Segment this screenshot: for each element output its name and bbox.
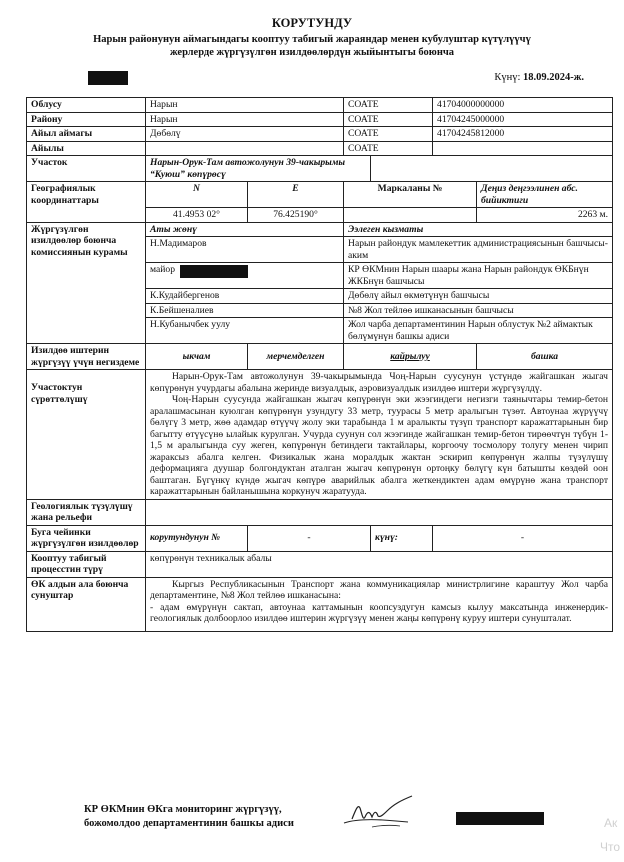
- code-value: 41704000000000: [433, 98, 613, 113]
- conclusion-number-label: корутундунун №: [146, 525, 248, 551]
- member-name: К.Кудайбергенов: [146, 289, 344, 304]
- process-row: [27, 551, 613, 577]
- recommendation-row: [27, 577, 613, 631]
- member-position: КР ӨКМнин Нарын шаары жана Нарын райондук ӨКБнүн ЖКБнүн башчысы: [344, 263, 613, 289]
- coord-n-head: N: [146, 182, 248, 208]
- basis-option-appeal: кайрылуу: [344, 344, 477, 370]
- member-name-head: Аты жөнү: [146, 222, 344, 237]
- date-label: Күнү:: [494, 72, 521, 83]
- description-paragraph: Нарын-Орук-Там автожолунун 39-чакырымында Чоң-Нарын суусунун үстүндө жайгашкан жыгач көпүрөнүн учурдагы абалына жеринде визуалдык, аэровизуалдык изилдөө иштери жүргүзүлдү.: [150, 371, 609, 394]
- prior-day-value: -: [433, 525, 613, 551]
- description-row: [27, 370, 613, 500]
- altitude-value: 2263 м.: [477, 208, 613, 223]
- report-table: [26, 97, 613, 632]
- date-value: 18.09.2024-ж.: [523, 72, 584, 83]
- member-position: Жол чарба департаментинин Нарын облустук №2 аймактык бөлүмүнүн башкы адиси: [344, 318, 613, 344]
- redacted-member-name: [180, 265, 248, 278]
- prior-research-row: [27, 525, 613, 551]
- signatory-line-1: КР ӨКМнин ӨКга мониторинг жүргүзүү,: [84, 804, 282, 815]
- location-row: [27, 127, 613, 142]
- member-name-cell: [146, 263, 344, 289]
- mark-head: Маркаланы №: [344, 182, 477, 208]
- member-name: Н.Мадимаров: [146, 237, 344, 263]
- location-value: Нарын: [146, 112, 344, 127]
- code-label: СОАТЕ: [344, 127, 433, 142]
- location-value: [146, 141, 344, 156]
- prior-label: Буга чейинки жүргүзүлгөн изилдөөлөр: [27, 525, 146, 551]
- section-label: Участок: [27, 156, 146, 182]
- location-row: [27, 112, 613, 127]
- process-value: көпүрөнүн техникалык абалы: [146, 551, 613, 577]
- prior-day-label: күнү:: [371, 525, 433, 551]
- basis-option-scheduled: мерчемделген: [248, 344, 344, 370]
- coord-e-value: 76.425190°: [248, 208, 344, 223]
- member-position: №8 Жол тейлөө ишканасынын башчысы: [344, 303, 613, 318]
- recommend-label: ӨК алдын ала боюнча сунуштар: [27, 577, 146, 631]
- code-label: СОАТЕ: [344, 112, 433, 127]
- coords-header-row: [27, 182, 613, 208]
- recommend-intro: Кыргыз Республикасынын Транспорт жана коммуникациялар министрлигине караштуу Жол чарба департаментине, №8 Жол тейлөө ишканасына:: [150, 578, 609, 601]
- geology-row: [27, 499, 613, 525]
- commission-header-row: [27, 222, 613, 237]
- location-row: [27, 141, 613, 156]
- document-date: [494, 72, 584, 83]
- section-row: [27, 156, 613, 182]
- location-label: Айыл аймагы: [27, 127, 146, 142]
- basis-row: [27, 344, 613, 370]
- subtitle-line-1: Нарын районунун аймагындагы кооптуу табигый жараяндар менен кубулуштар күтүлүүчү: [93, 34, 531, 45]
- signatory-title: [84, 803, 294, 831]
- mark-value: [344, 208, 477, 223]
- basis-option-urgent: ыкчам: [146, 344, 248, 370]
- location-value: Нарын: [146, 98, 344, 113]
- conclusion-number-value: -: [248, 525, 371, 551]
- process-label: Кооптуу табигый процесстин түрү: [27, 551, 146, 577]
- description-label: Участоктун сүрөттөлүшү: [27, 370, 146, 500]
- geology-value: [146, 499, 613, 525]
- code-value: 41704245000000: [433, 112, 613, 127]
- location-label: Айылы: [27, 141, 146, 156]
- code-value: 41704245812000: [433, 127, 613, 142]
- member-name: К.Бейшеналиев: [146, 303, 344, 318]
- altitude-head: Деңиз деңгээлинен абс. бийиктиги: [477, 182, 613, 208]
- location-label: Облусу: [27, 98, 146, 113]
- recommend-text: [146, 577, 613, 631]
- description-text: [146, 370, 613, 500]
- recommend-item: - адам өмүрүнүн сактап, автоунаа каттамынын коопсуздугун камсыз кылуу максатында инженердик-геологиялык долбоорлоо изилдөө иштерин жүргүзүү менен жаңы көпүрөнү куруу иштери сунушталат.: [150, 601, 609, 624]
- member-position: Нарын райондук мамлекеттик администрациясынын башчысы-аким: [344, 237, 613, 263]
- location-value: Дөбөлү: [146, 127, 344, 142]
- section-value: Нарын-Орук-Там автожолунун 39-чакырымы “Куюш” көпүрөсү: [146, 156, 371, 182]
- code-value: [433, 141, 613, 156]
- description-paragraph: Чоң-Нарын суусунда жайгашкан жыгач көпүрөнүн эки жээгиндеги негизги таянычтары темир-бетон аралашмасынан куюлган көпүрөнүн узундугу 33 метр, туурасы 5 метр аралыгын түзөт. Автоунаа жүрүүчү бөлүгү 3 метр, жөө адамдар өтүүчү жолу эки тарабында 1 м аралыкты түзүп транспорт каражаттарынын бир багытту өтүүсүнө ылайык курулган. Учурда суунун сол жээгинде жайгашкан темир-бетон тирөөчтүн түбүн 1-1,5 м аралыгында суу жеген, көпүрөнүн бетиндеги тактайлары, коргоочу тосмолору толугу менен чирип жараксыз абалга келген. Физикалык жана моралдык жактан эскирип көпүрөнүн жалпы түзүлүшү деформацияга дуушар болгондуктан аталган жыгач көпүрөнүн ортоңку бөлүгү күн батышты көздөй оон баштаган. Бүгүнкү күндө жыгач көпүрө аварийлык абалга жеткендиктен адам өмүрүнө жана транспорт каражаттарынын байланышына коркунуч жаратууда.: [150, 394, 609, 497]
- geology-label: Геологиялык түзүлүшү жана рельефи: [27, 499, 146, 525]
- signatory-line-2: божомолдоо департаментинин башкы адиси: [84, 818, 294, 829]
- signature-image: [342, 792, 420, 832]
- watermark-text: Ак: [604, 816, 618, 830]
- redacted-signatory-name: [456, 812, 544, 825]
- code-label: СОАТЕ: [344, 141, 433, 156]
- member-name: Н.Кубанычбек уулу: [146, 318, 344, 344]
- location-row: [27, 98, 613, 113]
- coord-e-head: E: [248, 182, 344, 208]
- basis-label: Изилдөө иштерин жүргүзүү үчүн негиздеме: [27, 344, 146, 370]
- coord-n-value: 41.4953 02°: [146, 208, 248, 223]
- redacted-document-number: [88, 71, 128, 85]
- document-subtitle: [60, 33, 564, 59]
- subtitle-line-2: жерлерде жүргүзүлгөн изилдөөлөрдүн жыйынтыгы боюнча: [169, 47, 455, 58]
- member-position: Дөбөлү айыл өкмөтүнүн башчысы: [344, 289, 613, 304]
- coords-label: Географиялык координаттары: [27, 182, 146, 223]
- section-empty: [371, 156, 613, 182]
- code-label: СОАТЕ: [344, 98, 433, 113]
- member-name: майор: [150, 264, 175, 275]
- member-position-head: Ээлеген кызматы: [344, 222, 613, 237]
- document-title: КОРУТУНДУ: [271, 16, 353, 30]
- commission-label: Жүргүзүлгөн изилдөөлөр боюнча комиссиянын курамы: [27, 222, 146, 344]
- basis-option-other: башка: [477, 344, 613, 370]
- location-label: Району: [27, 112, 146, 127]
- watermark-text: Что: [600, 840, 621, 854]
